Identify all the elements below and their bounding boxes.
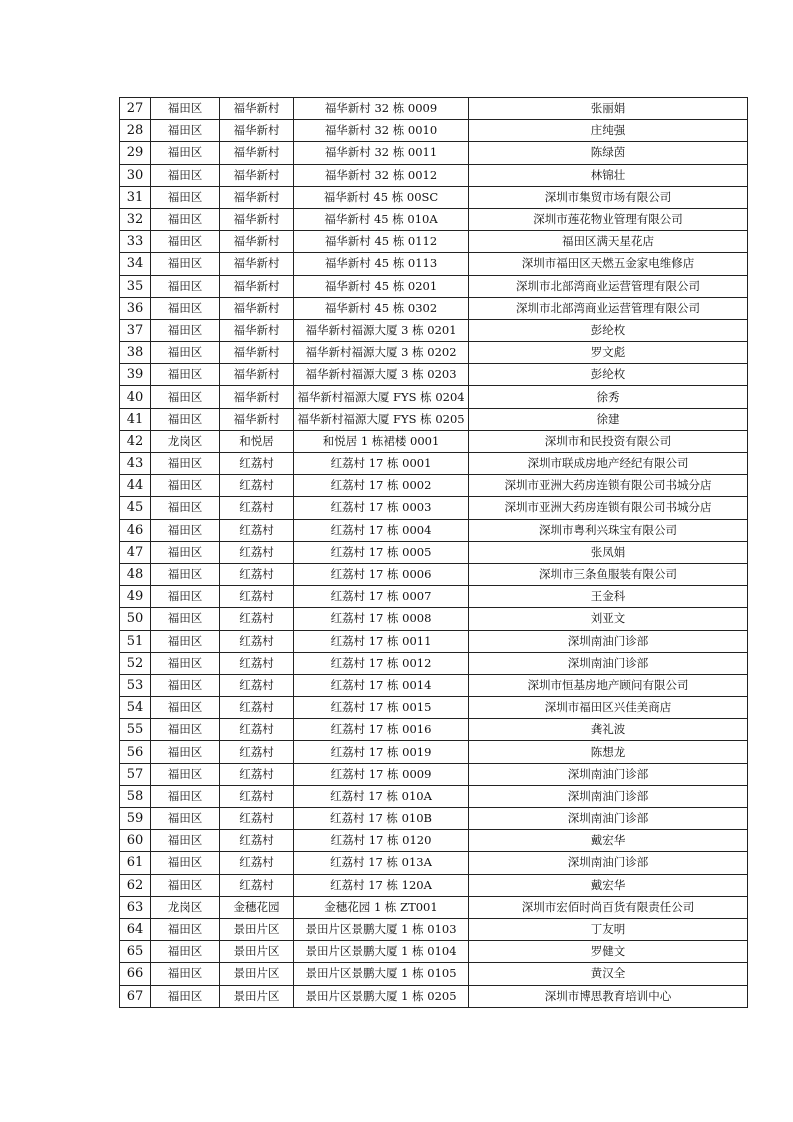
row-number-cell: 64 (120, 918, 151, 940)
community-cell: 福华新村 (220, 364, 294, 386)
district-cell: 福田区 (151, 386, 220, 408)
owner-cell: 深圳南油门诊部 (469, 785, 748, 807)
table-row (120, 563, 748, 585)
owner-cell: 深圳市恒基房地产顾问有限公司 (469, 674, 748, 696)
address-cell: 福华新村福源大厦 3 栋 0203 (294, 364, 469, 386)
row-number-cell: 35 (120, 275, 151, 297)
community-cell: 红荔村 (220, 763, 294, 785)
row-number-cell: 49 (120, 586, 151, 608)
table-row (120, 763, 748, 785)
district-cell: 福田区 (151, 918, 220, 940)
district-cell: 福田区 (151, 563, 220, 585)
community-cell: 福华新村 (220, 408, 294, 430)
row-number-cell: 53 (120, 674, 151, 696)
district-cell: 福田区 (151, 319, 220, 341)
row-number-cell: 60 (120, 830, 151, 852)
district-cell: 福田区 (151, 719, 220, 741)
table-row (120, 386, 748, 408)
owner-cell: 深圳南油门诊部 (469, 852, 748, 874)
owner-cell: 林锦壮 (469, 164, 748, 186)
property-table-body (120, 98, 748, 1008)
address-cell: 福华新村福源大厦 3 栋 0202 (294, 342, 469, 364)
owner-cell: 深圳市亚洲大药房连锁有限公司书城分店 (469, 475, 748, 497)
owner-cell: 陈想龙 (469, 741, 748, 763)
row-number-cell: 56 (120, 741, 151, 763)
community-cell: 红荔村 (220, 608, 294, 630)
table-row (120, 231, 748, 253)
owner-cell: 彭纶枚 (469, 319, 748, 341)
owner-cell: 深圳市亚洲大药房连锁有限公司书城分店 (469, 497, 748, 519)
district-cell: 福田区 (151, 364, 220, 386)
community-cell: 福华新村 (220, 386, 294, 408)
table-row (120, 741, 748, 763)
table-row (120, 697, 748, 719)
table-row (120, 497, 748, 519)
owner-cell: 深圳市粤利兴珠宝有限公司 (469, 519, 748, 541)
address-cell: 红荔村 17 栋 0012 (294, 652, 469, 674)
table-row (120, 874, 748, 896)
owner-cell: 深圳市和民投资有限公司 (469, 430, 748, 452)
table-row (120, 164, 748, 186)
community-cell: 红荔村 (220, 519, 294, 541)
row-number-cell: 51 (120, 630, 151, 652)
address-cell: 福华新村福源大厦 3 栋 0201 (294, 319, 469, 341)
owner-cell: 龚礼波 (469, 719, 748, 741)
district-cell: 福田区 (151, 963, 220, 985)
row-number-cell: 65 (120, 941, 151, 963)
community-cell: 红荔村 (220, 785, 294, 807)
district-cell: 福田区 (151, 697, 220, 719)
table-row (120, 408, 748, 430)
community-cell: 红荔村 (220, 874, 294, 896)
row-number-cell: 33 (120, 231, 151, 253)
district-cell: 福田区 (151, 208, 220, 230)
row-number-cell: 44 (120, 475, 151, 497)
community-cell: 红荔村 (220, 719, 294, 741)
community-cell: 福华新村 (220, 253, 294, 275)
row-number-cell: 58 (120, 785, 151, 807)
community-cell: 福华新村 (220, 297, 294, 319)
table-row (120, 719, 748, 741)
address-cell: 景田片区景鹏大厦 1 栋 0104 (294, 941, 469, 963)
table-row (120, 453, 748, 475)
row-number-cell: 37 (120, 319, 151, 341)
community-cell: 红荔村 (220, 475, 294, 497)
district-cell: 福田区 (151, 808, 220, 830)
address-cell: 红荔村 17 栋 010B (294, 808, 469, 830)
community-cell: 景田片区 (220, 985, 294, 1007)
owner-cell: 丁友明 (469, 918, 748, 940)
address-cell: 金穗花园 1 栋 ZT001 (294, 896, 469, 918)
address-cell: 和悦居 1 栋裙楼 0001 (294, 430, 469, 452)
address-cell: 红荔村 17 栋 0007 (294, 586, 469, 608)
owner-cell: 深圳市博思教育培训中心 (469, 985, 748, 1007)
owner-cell: 深圳南油门诊部 (469, 652, 748, 674)
district-cell: 福田区 (151, 874, 220, 896)
table-row (120, 608, 748, 630)
district-cell: 福田区 (151, 630, 220, 652)
address-cell: 红荔村 17 栋 013A (294, 852, 469, 874)
community-cell: 红荔村 (220, 563, 294, 585)
district-cell: 福田区 (151, 164, 220, 186)
owner-cell: 陈绿茵 (469, 142, 748, 164)
row-number-cell: 30 (120, 164, 151, 186)
owner-cell: 王金科 (469, 586, 748, 608)
community-cell: 福华新村 (220, 142, 294, 164)
table-row (120, 319, 748, 341)
community-cell: 红荔村 (220, 541, 294, 563)
property-table (119, 97, 748, 1008)
row-number-cell: 45 (120, 497, 151, 519)
community-cell: 红荔村 (220, 586, 294, 608)
district-cell: 龙岗区 (151, 896, 220, 918)
address-cell: 福华新村福源大厦 FYS 栋 0205 (294, 408, 469, 430)
district-cell: 福田区 (151, 98, 220, 120)
row-number-cell: 41 (120, 408, 151, 430)
row-number-cell: 36 (120, 297, 151, 319)
owner-cell: 黄汉全 (469, 963, 748, 985)
community-cell: 福华新村 (220, 342, 294, 364)
owner-cell: 张丽娟 (469, 98, 748, 120)
table-row (120, 652, 748, 674)
table-row (120, 186, 748, 208)
district-cell: 福田区 (151, 763, 220, 785)
address-cell: 福华新村福源大厦 FYS 栋 0204 (294, 386, 469, 408)
row-number-cell: 67 (120, 985, 151, 1007)
district-cell: 福田区 (151, 497, 220, 519)
community-cell: 红荔村 (220, 652, 294, 674)
table-row (120, 674, 748, 696)
owner-cell: 张凤娟 (469, 541, 748, 563)
table-row (120, 120, 748, 142)
owner-cell: 戴宏华 (469, 830, 748, 852)
community-cell: 福华新村 (220, 164, 294, 186)
row-number-cell: 54 (120, 697, 151, 719)
district-cell: 福田区 (151, 586, 220, 608)
owner-cell: 彭纶枚 (469, 364, 748, 386)
community-cell: 红荔村 (220, 630, 294, 652)
address-cell: 福华新村 32 栋 0011 (294, 142, 469, 164)
address-cell: 福华新村 45 栋 0302 (294, 297, 469, 319)
address-cell: 红荔村 17 栋 0001 (294, 453, 469, 475)
row-number-cell: 62 (120, 874, 151, 896)
owner-cell: 庄纯强 (469, 120, 748, 142)
district-cell: 福田区 (151, 408, 220, 430)
row-number-cell: 29 (120, 142, 151, 164)
table-row (120, 808, 748, 830)
table-row (120, 630, 748, 652)
address-cell: 红荔村 17 栋 0002 (294, 475, 469, 497)
community-cell: 红荔村 (220, 852, 294, 874)
row-number-cell: 43 (120, 453, 151, 475)
community-cell: 红荔村 (220, 674, 294, 696)
address-cell: 福华新村 45 栋 00SC (294, 186, 469, 208)
address-cell: 红荔村 17 栋 120A (294, 874, 469, 896)
owner-cell: 深圳市宏佰时尚百货有限责任公司 (469, 896, 748, 918)
district-cell: 福田区 (151, 608, 220, 630)
address-cell: 红荔村 17 栋 0011 (294, 630, 469, 652)
owner-cell: 深圳市莲花物业管理有限公司 (469, 208, 748, 230)
owner-cell: 福田区满天星花店 (469, 231, 748, 253)
row-number-cell: 46 (120, 519, 151, 541)
community-cell: 福华新村 (220, 275, 294, 297)
district-cell: 福田区 (151, 652, 220, 674)
owner-cell: 深圳市三条鱼服装有限公司 (469, 563, 748, 585)
address-cell: 红荔村 17 栋 0006 (294, 563, 469, 585)
district-cell: 福田区 (151, 541, 220, 563)
address-cell: 红荔村 17 栋 0019 (294, 741, 469, 763)
table-row (120, 297, 748, 319)
row-number-cell: 52 (120, 652, 151, 674)
row-number-cell: 66 (120, 963, 151, 985)
district-cell: 福田区 (151, 275, 220, 297)
community-cell: 红荔村 (220, 741, 294, 763)
owner-cell: 深圳南油门诊部 (469, 808, 748, 830)
owner-cell: 刘亚文 (469, 608, 748, 630)
district-cell: 福田区 (151, 519, 220, 541)
table-row (120, 208, 748, 230)
row-number-cell: 59 (120, 808, 151, 830)
owner-cell: 罗健文 (469, 941, 748, 963)
community-cell: 福华新村 (220, 231, 294, 253)
community-cell: 金穗花园 (220, 896, 294, 918)
community-cell: 福华新村 (220, 208, 294, 230)
owner-cell: 徐建 (469, 408, 748, 430)
address-cell: 福华新村 45 栋 0113 (294, 253, 469, 275)
district-cell: 福田区 (151, 120, 220, 142)
community-cell: 红荔村 (220, 453, 294, 475)
community-cell: 景田片区 (220, 963, 294, 985)
table-row (120, 519, 748, 541)
district-cell: 福田区 (151, 985, 220, 1007)
district-cell: 福田区 (151, 453, 220, 475)
owner-cell: 深圳南油门诊部 (469, 630, 748, 652)
address-cell: 红荔村 17 栋 0004 (294, 519, 469, 541)
row-number-cell: 40 (120, 386, 151, 408)
district-cell: 福田区 (151, 186, 220, 208)
row-number-cell: 42 (120, 430, 151, 452)
address-cell: 福华新村 45 栋 010A (294, 208, 469, 230)
address-cell: 福华新村 32 栋 0012 (294, 164, 469, 186)
table-row (120, 475, 748, 497)
row-number-cell: 50 (120, 608, 151, 630)
row-number-cell: 27 (120, 98, 151, 120)
row-number-cell: 63 (120, 896, 151, 918)
community-cell: 福华新村 (220, 98, 294, 120)
address-cell: 红荔村 17 栋 0120 (294, 830, 469, 852)
district-cell: 福田区 (151, 297, 220, 319)
address-cell: 红荔村 17 栋 0016 (294, 719, 469, 741)
row-number-cell: 48 (120, 563, 151, 585)
address-cell: 景田片区景鹏大厦 1 栋 0103 (294, 918, 469, 940)
owner-cell: 深圳市北部湾商业运营管理有限公司 (469, 275, 748, 297)
table-row (120, 963, 748, 985)
district-cell: 福田区 (151, 142, 220, 164)
district-cell: 福田区 (151, 941, 220, 963)
table-row (120, 941, 748, 963)
community-cell: 红荔村 (220, 830, 294, 852)
owner-cell: 罗文彪 (469, 342, 748, 364)
community-cell: 福华新村 (220, 319, 294, 341)
table-row (120, 142, 748, 164)
district-cell: 福田区 (151, 830, 220, 852)
table-row (120, 830, 748, 852)
table-row (120, 896, 748, 918)
community-cell: 福华新村 (220, 120, 294, 142)
row-number-cell: 61 (120, 852, 151, 874)
owner-cell: 深圳市福田区兴佳美商店 (469, 697, 748, 719)
address-cell: 福华新村 32 栋 0010 (294, 120, 469, 142)
row-number-cell: 38 (120, 342, 151, 364)
owner-cell: 深圳市集贸市场有限公司 (469, 186, 748, 208)
owner-cell: 深圳南油门诊部 (469, 763, 748, 785)
address-cell: 红荔村 17 栋 0008 (294, 608, 469, 630)
district-cell: 福田区 (151, 231, 220, 253)
row-number-cell: 32 (120, 208, 151, 230)
row-number-cell: 28 (120, 120, 151, 142)
address-cell: 红荔村 17 栋 010A (294, 785, 469, 807)
row-number-cell: 39 (120, 364, 151, 386)
community-cell: 景田片区 (220, 941, 294, 963)
owner-cell: 深圳市联成房地产经纪有限公司 (469, 453, 748, 475)
address-cell: 红荔村 17 栋 0009 (294, 763, 469, 785)
table-row (120, 852, 748, 874)
table-row (120, 985, 748, 1007)
table-row (120, 253, 748, 275)
table-row (120, 342, 748, 364)
address-cell: 红荔村 17 栋 0015 (294, 697, 469, 719)
table-row (120, 918, 748, 940)
address-cell: 福华新村 45 栋 0201 (294, 275, 469, 297)
community-cell: 红荔村 (220, 497, 294, 519)
owner-cell: 戴宏华 (469, 874, 748, 896)
district-cell: 福田区 (151, 785, 220, 807)
district-cell: 龙岗区 (151, 430, 220, 452)
district-cell: 福田区 (151, 342, 220, 364)
address-cell: 景田片区景鹏大厦 1 栋 0105 (294, 963, 469, 985)
row-number-cell: 57 (120, 763, 151, 785)
row-number-cell: 55 (120, 719, 151, 741)
district-cell: 福田区 (151, 475, 220, 497)
owner-cell: 徐秀 (469, 386, 748, 408)
table-row (120, 364, 748, 386)
table-row (120, 275, 748, 297)
address-cell: 红荔村 17 栋 0005 (294, 541, 469, 563)
address-cell: 红荔村 17 栋 0014 (294, 674, 469, 696)
table-row (120, 785, 748, 807)
table-row (120, 430, 748, 452)
address-cell: 福华新村 45 栋 0112 (294, 231, 469, 253)
table-row (120, 586, 748, 608)
community-cell: 和悦居 (220, 430, 294, 452)
address-cell: 福华新村 32 栋 0009 (294, 98, 469, 120)
owner-cell: 深圳市北部湾商业运营管理有限公司 (469, 297, 748, 319)
community-cell: 景田片区 (220, 918, 294, 940)
table-row (120, 541, 748, 563)
district-cell: 福田区 (151, 674, 220, 696)
district-cell: 福田区 (151, 852, 220, 874)
district-cell: 福田区 (151, 253, 220, 275)
owner-cell: 深圳市福田区天燃五金家电维修店 (469, 253, 748, 275)
community-cell: 红荔村 (220, 808, 294, 830)
row-number-cell: 34 (120, 253, 151, 275)
address-cell: 红荔村 17 栋 0003 (294, 497, 469, 519)
property-table-container (119, 97, 747, 1008)
address-cell: 景田片区景鹏大厦 1 栋 0205 (294, 985, 469, 1007)
row-number-cell: 31 (120, 186, 151, 208)
community-cell: 红荔村 (220, 697, 294, 719)
community-cell: 福华新村 (220, 186, 294, 208)
row-number-cell: 47 (120, 541, 151, 563)
district-cell: 福田区 (151, 741, 220, 763)
table-row (120, 98, 748, 120)
